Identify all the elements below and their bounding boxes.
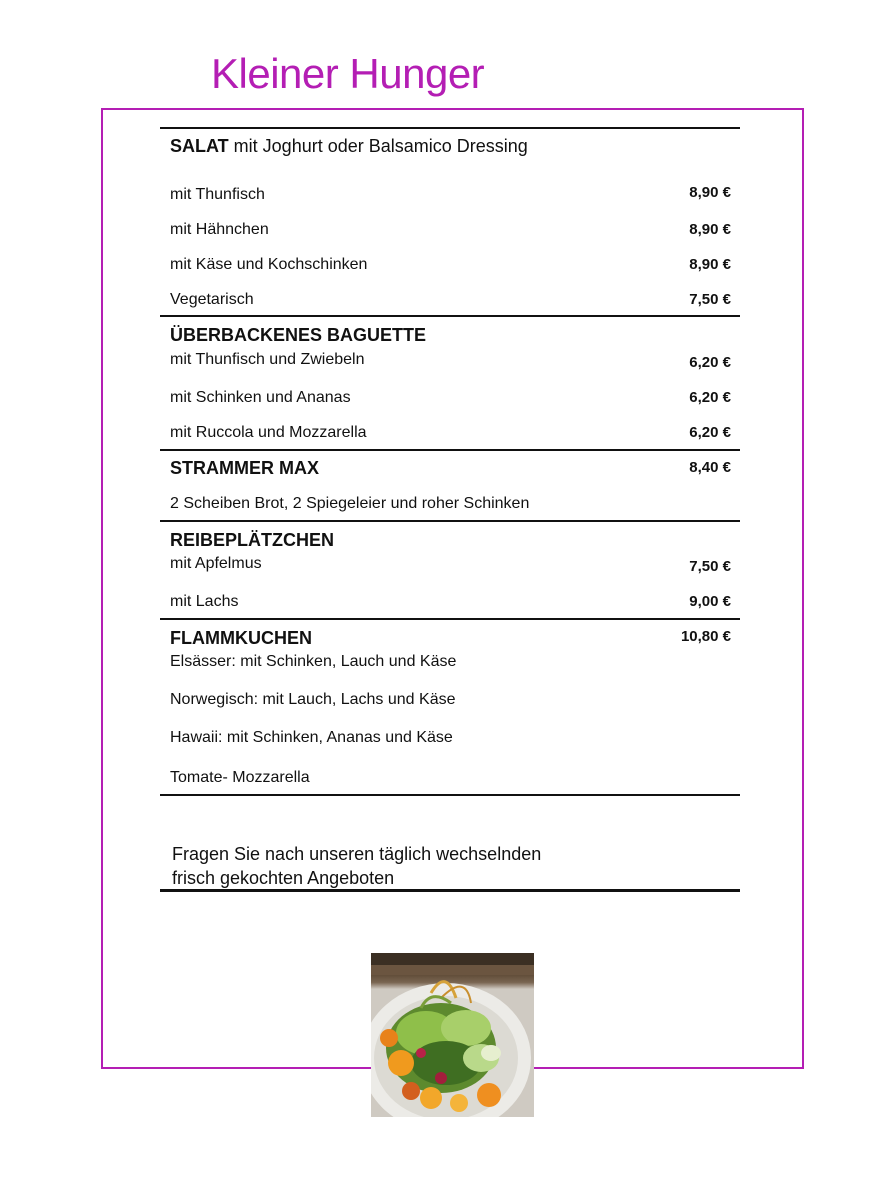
menu-item-name: mit Thunfisch [170,186,265,203]
menu-item-name: Norwegisch: mit Lauch, Lachs und Käse [170,691,456,708]
section-heading-baguette: ÜBERBACKENES BAGUETTE [170,325,427,345]
menu-item-price: 6,20 € [689,424,731,441]
divider [160,618,740,620]
divider [160,315,740,317]
salad-icon [371,953,534,1117]
section-heading-reibeplaetzchen: REIBEPLÄTZCHEN [170,530,335,550]
menu-item-price: 7,50 € [689,558,731,575]
menu-item-price: 8,90 € [689,221,731,238]
page-title: Kleiner Hunger [211,50,485,97]
menu-item-price: 6,20 € [689,354,731,371]
divider [160,889,740,892]
note-line: frisch gekochten Angeboten [172,868,395,888]
section-subheading-salat: mit Joghurt oder Balsamico Dressing [228,136,528,156]
divider [160,520,740,522]
menu-item-name: Elsässer: mit Schinken, Lauch und Käse [170,653,457,670]
salad-photo [371,953,534,1117]
menu-frame [101,108,804,1069]
menu-item-price: 8,90 € [689,256,731,273]
menu-item-price: 7,50 € [689,291,731,308]
menu-item-name: mit Ruccola und Mozzarella [170,424,367,441]
divider [160,449,740,451]
menu-item-price: 10,80 € [680,628,731,645]
menu-item-name: mit Thunfisch und Zwiebeln [170,351,365,368]
divider [160,794,740,796]
menu-item-price: 8,90 € [689,184,731,201]
daily-offers-note [172,842,541,890]
menu-item-name: mit Apfelmus [170,555,262,572]
menu-item-description: 2 Scheiben Brot, 2 Spiegeleier und roher Schinken [170,495,530,512]
menu-item-price: 8,40 € [689,459,731,476]
menu-item-name: mit Schinken und Ananas [170,389,351,406]
menu-item-price: 9,00 € [689,593,731,610]
menu-item-name: mit Käse und Kochschinken [170,256,368,273]
menu-item-name: Hawaii: mit Schinken, Ananas und Käse [170,729,453,746]
menu-item-name: mit Lachs [170,593,239,610]
section-heading-strammer-max: STRAMMER MAX [170,458,319,478]
section-heading-salat: SALAT mit Joghurt oder Balsamico Dressing [170,136,528,156]
divider [160,127,740,129]
note-line: Fragen Sie nach unseren täglich wechselnden [172,844,542,864]
menu-item-price: 6,20 € [689,389,731,406]
menu-item-name: Vegetarisch [170,291,254,308]
section-heading-flammkuchen: FLAMMKUCHEN [170,628,312,648]
menu-item-name: mit Hähnchen [170,221,269,238]
menu-item-name: Tomate- Mozzarella [170,769,310,786]
